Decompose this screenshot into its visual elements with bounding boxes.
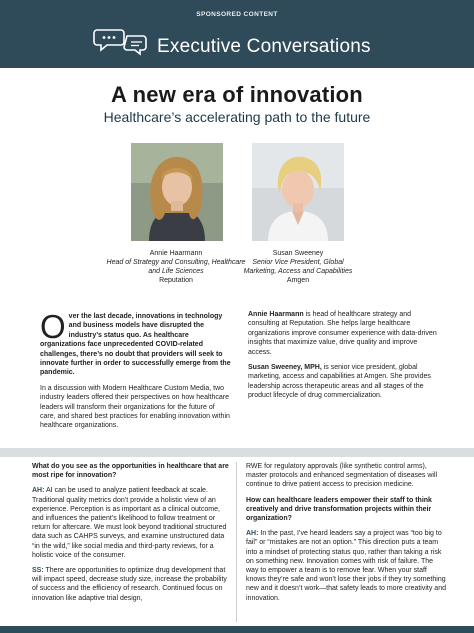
- bio-annie: [248, 310, 438, 357]
- sponsored-label: SPONSORED CONTENT: [196, 11, 278, 18]
- speaker-initials: AH:: [32, 487, 45, 495]
- bios-section: [248, 310, 438, 407]
- column-rule: [236, 462, 237, 622]
- drop-cap: O: [40, 308, 66, 345]
- person-role: Head of Strategy and Consulting, Healthcare and Life Sciences: [106, 259, 246, 275]
- question: How can healthcare leaders empower their staff to think creatively and drive transformation projects within their organization?: [246, 496, 432, 523]
- person-susan: [238, 249, 358, 285]
- article-title: A new era of innovation: [111, 82, 363, 107]
- header-banner: [0, 0, 474, 68]
- bio-name: Annie Haarmann: [248, 311, 304, 318]
- bio-text: is head of healthcare strategy and consulting at Reputation. She helps large healthcare organizations improve consumer experience with data-driven insights that maximize value, drive quality and improve access.: [248, 311, 437, 356]
- question: What do you see as the opportunities in healthcare that are most ripe for innovation?: [32, 463, 229, 480]
- bio-text: is senior vice president, global marketing, access and capabilities at Amgen. She provides leadership across therapeutic areas and all stages of the product lifecycle of drug commercialization.: [248, 364, 431, 400]
- answer-continued: RWE for regulatory approvals (like synthetic control arms), master protocols and enhanced segmentation of diseases will continue to drive patient access to precision medicine.: [246, 463, 438, 489]
- answer: [246, 529, 446, 603]
- answer-text: In the past, I’ve heard leaders say a project was “too big to fail” or “mistakes are not an option.” This direction puts a team into a mindset of protecting status quo, rather than taking a risk on something new. Innovation comes with risk of failure. The way to empower a team is to remove fear. When your staff knows they’re safe and won’t lose their jobs if they try something new and it doesn’t work—that safety leads to more creativity and innovation.: [246, 530, 446, 602]
- answer-text: AI can be used to analyze patient feedback at scale. Traditional quality metrics don’t provide a holistic view of an experience. Perception is as important as a clinical outcome, and influences the patient’s likelihood to follow treatment or return for aftercare. We must look beyond traditional structured data such as CAHPS surveys, and examine unstructured data “in the wild,” like social media and third-party reviews, for a holistic voice of the consumer.: [32, 487, 227, 559]
- footer-bar: [0, 626, 474, 633]
- person-annie: [106, 249, 246, 285]
- intro-text: [40, 308, 232, 437]
- person-org: Amgen: [286, 277, 310, 284]
- qa-column-right: [246, 462, 446, 609]
- intro-lead: ver the last decade, innovations in technology and business models have disrupted the industry’s status quo. As healthcare organizations face unprecedented COVID-related challenges, there’s no doubt that providers will seek to innovate further in order to successfully emerge from the pandemic.: [40, 313, 231, 377]
- speech-bubbles-icon: [93, 26, 149, 56]
- bio-susan: [248, 363, 438, 401]
- section-divider: [0, 448, 474, 457]
- series-title: Executive Conversations: [157, 36, 371, 57]
- qa-column-left: [32, 462, 232, 609]
- bio-name: Susan Sweeney, MPH,: [248, 364, 322, 372]
- article-subtitle: Healthcare’s accelerating path to the future: [103, 109, 371, 125]
- person-role: Senior Vice President, Global Marketing, Access and Capabilities: [243, 259, 353, 275]
- speaker-initials: SS:: [32, 567, 44, 575]
- portrait-photo-susan: [252, 143, 344, 241]
- person-org: Reputation: [159, 277, 193, 284]
- person-name: Susan Sweeney: [272, 250, 324, 257]
- intro-paragraph: In a discussion with Modern Healthcare Custom Media, two industry leaders offered their perspectives on how healthcare leaders will transform their organizations for the future of care, and shared best practices for enabling innovation within healthcare organizations.: [40, 384, 230, 430]
- answer: [32, 486, 232, 560]
- portrait-photo-annie: [131, 143, 223, 241]
- answer: [32, 566, 232, 603]
- speaker-initials: AH:: [246, 530, 259, 538]
- answer-text: There are opportunities to optimize drug development that will impact speed, decrease study size, increase the probability of success and the efficiency of research. Continued focus on innovation like adaptive trial design,: [32, 567, 227, 602]
- person-name: Annie Haarmann: [149, 250, 203, 257]
